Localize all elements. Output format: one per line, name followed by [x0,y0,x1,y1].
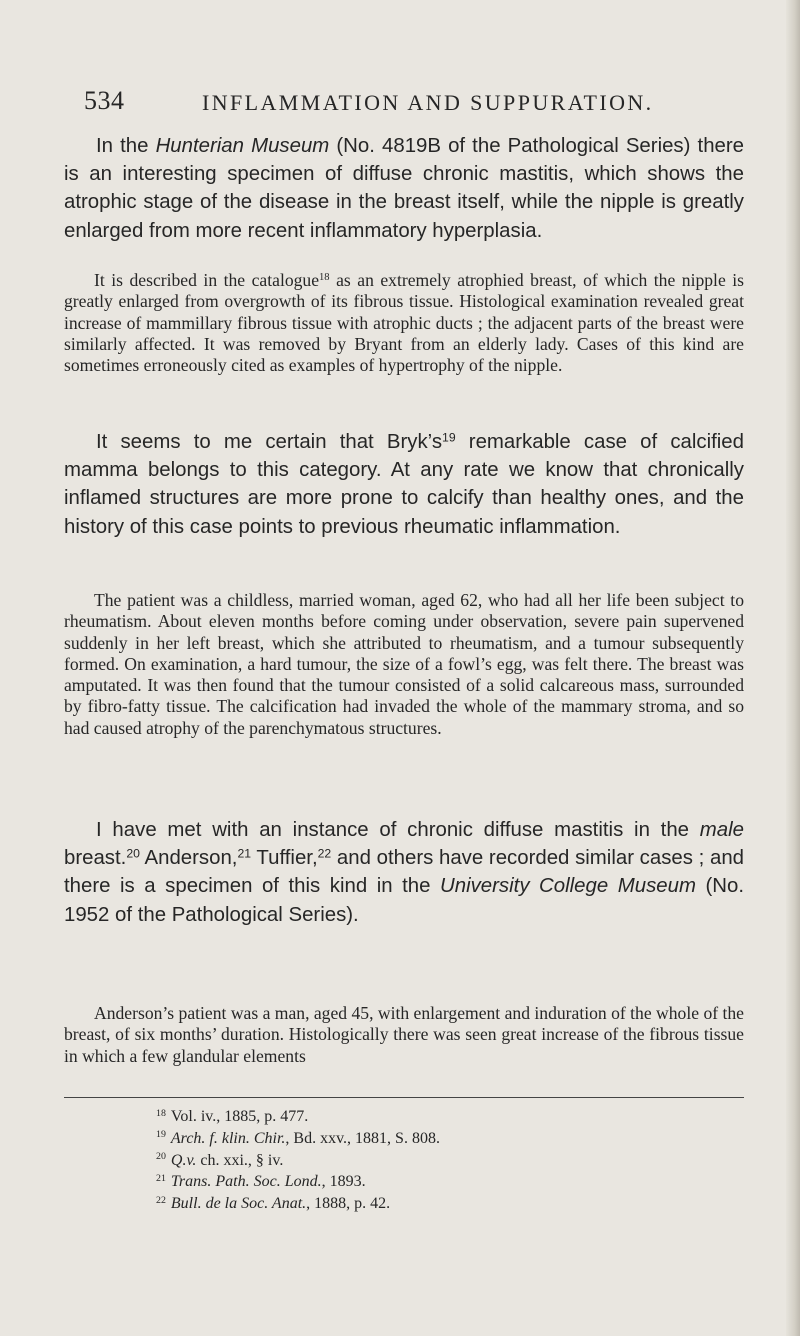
paragraph-anderson-patient: Anderson’s patient was a man, aged 45, with enlargement and induration of the whole of the breast, of six months’ duration. Histologically there was seen great increase of the fibrous tissue in which a few glandular elements [64,1003,744,1066]
footnote-ref-22: 22 [317,846,332,861]
footnote-21: $^{21}$ Trans. Path. Soc. Lond., 1893. [156,1172,366,1191]
footnotes [156,1108,716,1217]
footnote-ref-20: 20 [126,846,140,861]
footnote-ref-18: 18 [319,272,330,284]
footnote-22: $^{22}$ Bull. de la Soc. Anat., 1888, p. 42. [156,1194,391,1213]
footnote-19: $^{19}$ Arch. f. klin. Chir., Bd. xxv., 1881, S. 808. [156,1129,440,1147]
page-number: 534 [84,86,125,115]
paragraph-hunterian-specimen: In the Hunterian Museum (No. 4819B of the Pathological Series) there is an interesting specimen of diffuse chronic mastitis, which shows the atrophic stage of the disease in the breast itself, while the nipple is greatly enlarged from more recent inflammatory hyperplasia. [64,135,745,242]
footnote-20: $^{20}$ Q.v. ch. xxi., § iv. [156,1151,284,1169]
paragraph-bryk-calcified-mamma: It seems to me certain that $Bryk’s^{19}$ remarkable case of calcified mamma belongs to this category. At any rate we know that chronically inflamed structures are more prone to calcify than healthy ones, and the history of this case points to previous rheumatic inflammation. [64,430,744,538]
footnote-divider [64,1097,744,1098]
running-title: INFLAMMATION AND SUPPURATION. [202,90,654,115]
page-edge [786,0,800,1336]
footnote-ref-19: 19 [442,430,456,445]
paragraph-catalogue-description: It is described in the catalogue$^{18}$ as an extremely atrophied breast, of which the nipple is greatly enlarged from overgrowth of its fibrous tissue. Histological examination revealed great increase of mammillary fibrous tissue with atrophic ducts ; the adjacent parts of the breast were similarly affected. It was removed by Bryant from an elderly lady. Cases of this kind are sometimes erroneously cited as examples of hypertrophy of the nipple. [64,270,744,376]
footnote-18: $^{18}$ Vol. iv., 1885, p. 477. [156,1107,309,1125]
footnote-ref-21: 21 [237,846,252,861]
paragraph-male-breast-mastitis: I have met with an instance of chronic diffuse mastitis in the male breast.$^{20}$ Anderson,$^{21}$ Tuffier,$^{22}$ and others have recorded similar cases ; and there is a specimen of this kind in the University College Museum (No. 1952 of the Pathological Series). [64,819,745,926]
paragraph-patient-case: The patient was a childless, married woman, aged 62, who had all her life been subject to rheumatism. About eleven months before coming under observation, severe pain supervened suddenly in her left breast, which she attributed to rheumatism, and a tumour subsequently formed. On examination, a hard tumour, the size of a fowl’s egg, was felt there. The breast was amputated. It was then found that the tumour consisted of a solid calcareous mass, surrounded by fibro-fatty tissue. The calcification had invaded the whole of the mammary stroma, and so had caused atrophy of the parenchymatous structures. [64,590,744,738]
page-header [84,86,744,126]
